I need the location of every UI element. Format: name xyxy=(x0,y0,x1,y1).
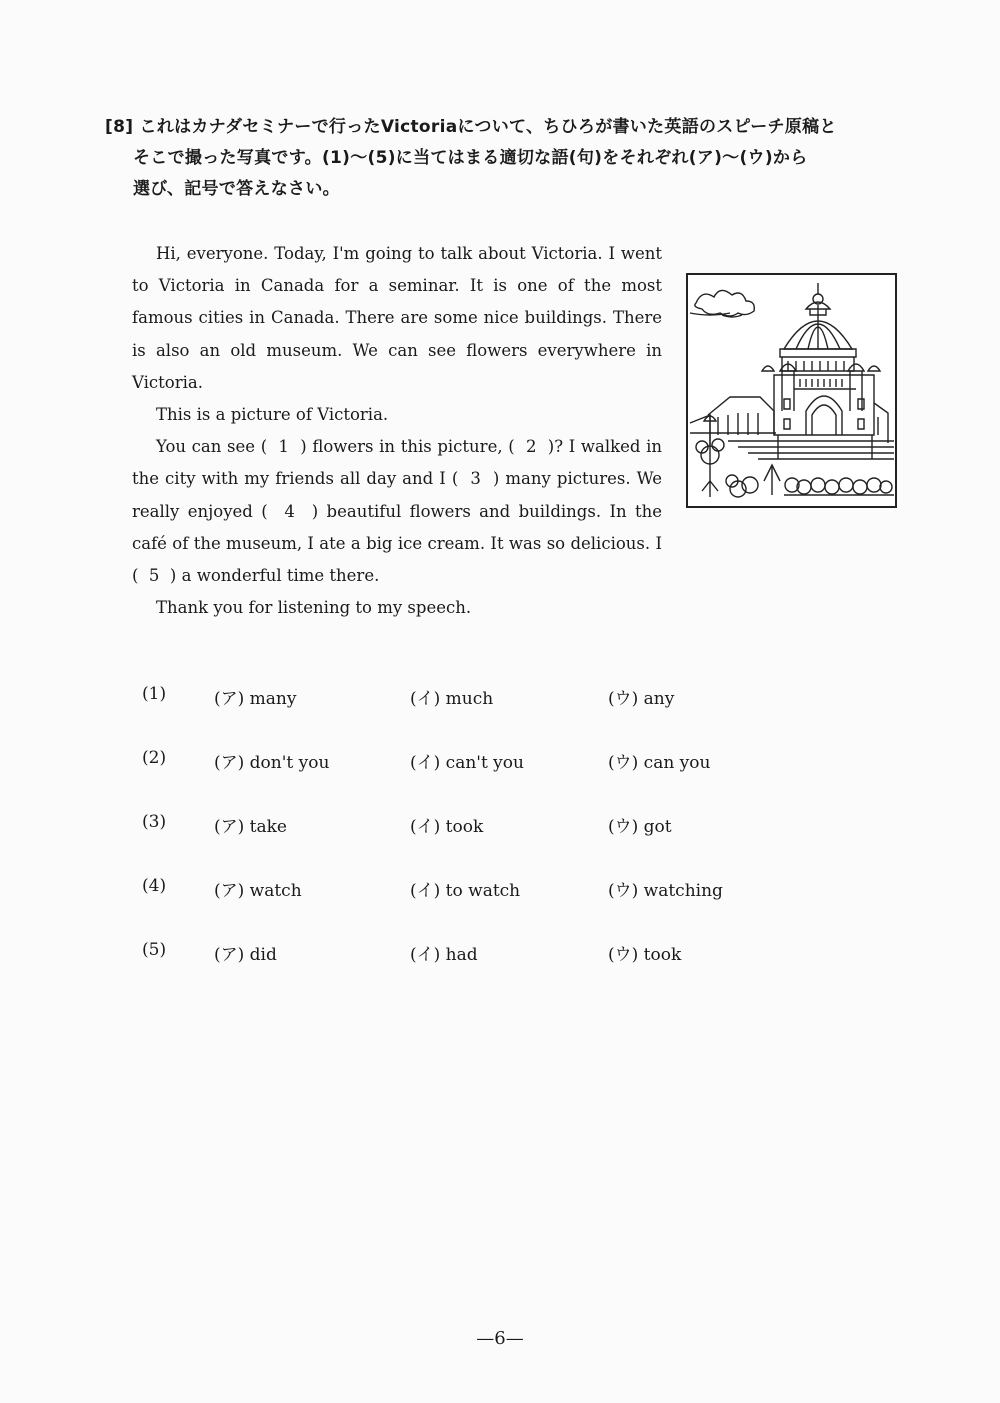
option-a: (ア) watch xyxy=(214,881,302,901)
option-a: (ア) don't you xyxy=(214,753,330,773)
instruction-line-3: 選び、記号で答えなさい。 xyxy=(133,179,340,199)
speech-text-d: many pictures. We really enjoyed xyxy=(132,469,662,521)
blank-5: ( 5 ) xyxy=(132,566,177,586)
blank-1: ( 1 ) xyxy=(260,437,307,457)
blank-4: ( 4 ) xyxy=(261,501,319,521)
question-number: (1) xyxy=(142,684,167,704)
speech-text-c: ? I walked in the city with my friends all day and I xyxy=(132,437,662,489)
speech-paragraph-2: This is a picture of Victoria. xyxy=(156,405,389,425)
speech-text xyxy=(132,238,662,624)
choice-row-2 xyxy=(142,748,862,812)
option-i: (イ) to watch xyxy=(410,881,521,901)
question-number: (3) xyxy=(142,812,167,832)
building-illustration xyxy=(688,275,895,506)
option-i: (イ) had xyxy=(410,945,478,965)
choice-row-5 xyxy=(142,940,862,1004)
choice-row-3 xyxy=(142,812,862,876)
question-number: (5) xyxy=(142,940,167,960)
choice-row-1 xyxy=(142,684,862,748)
speech-text-f: a wonderful time there. xyxy=(181,566,380,586)
option-u: (ウ) watching xyxy=(608,881,723,901)
instruction-line-2: そこで撮った写真です。(1)〜(5)に当てはまる適切な語(句)をそれぞれ(ア)〜(ウ)から xyxy=(133,148,808,168)
blank-2: ( 2 ) xyxy=(508,437,555,457)
option-i: (イ) took xyxy=(410,817,484,837)
victoria-picture xyxy=(686,273,897,508)
page-number: —6— xyxy=(476,1328,524,1349)
cloud-left xyxy=(695,290,754,316)
option-u: (ウ) any xyxy=(608,689,675,709)
answer-choices xyxy=(142,684,862,1004)
option-i: (イ) can't you xyxy=(410,753,524,773)
option-u: (ウ) can you xyxy=(608,753,711,773)
speech-paragraph-3 xyxy=(132,431,662,592)
speech-text-a: You can see xyxy=(156,437,256,457)
question-instructions xyxy=(105,112,875,205)
question-number: (2) xyxy=(142,748,167,768)
option-a: (ア) take xyxy=(214,817,287,837)
option-u: (ウ) took xyxy=(608,945,682,965)
question-number: (4) xyxy=(142,876,167,896)
speech-text-e: beautiful flowers and buildings. In the café of the museum, I ate a big ice cream. It was so delicious. I xyxy=(132,501,663,553)
choice-row-4 xyxy=(142,876,862,940)
option-a: (ア) did xyxy=(214,945,277,965)
option-u: (ウ) got xyxy=(608,817,672,837)
speech-paragraph-1: Hi, everyone. Today, I'm going to talk about Victoria. I went to Victoria in Canada for a seminar. It is one of the most famous cities in Canada. There are some nice buildings. There is also an old museum. We can see flowers everywhere in Victoria. xyxy=(132,244,662,392)
option-i: (イ) much xyxy=(410,689,494,709)
speech-text-b: flowers in this picture, xyxy=(312,437,503,457)
speech-paragraph-4: Thank you for listening to my speech. xyxy=(156,598,472,618)
option-a: (ア) many xyxy=(214,689,297,709)
blank-3: ( 3 ) xyxy=(451,469,500,489)
instruction-line-1: [8] これはカナダセミナーで行ったVictoriaについて、ちひろが書いた英語のスピーチ原稿と xyxy=(105,117,837,137)
